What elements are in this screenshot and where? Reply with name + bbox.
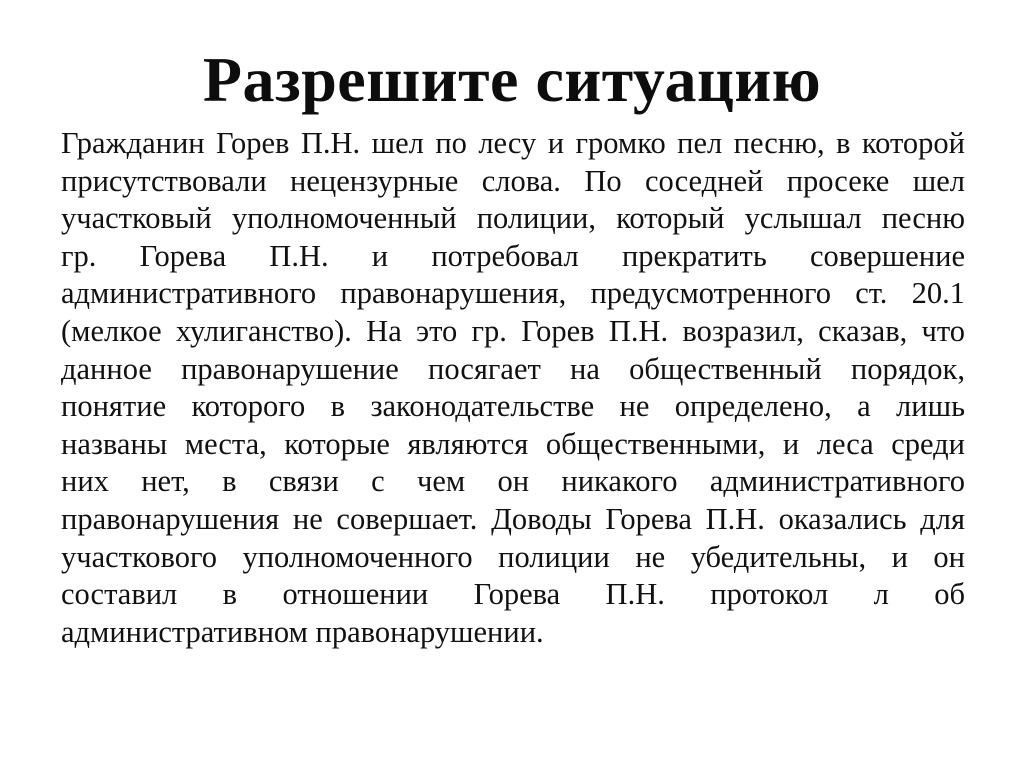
body-line-text: (мелкое хулиганство). На это гр. Горев П.Н. возразил, сказав, что <box>61 313 965 348</box>
body-line <box>61 388 965 426</box>
body-line-text: понятие которого в законодательстве не определено, а лишь <box>61 389 965 424</box>
body-line <box>61 576 965 614</box>
body-line <box>61 238 965 276</box>
body-line <box>61 275 965 313</box>
body-line <box>61 200 965 238</box>
slide-body-paragraph <box>61 125 965 651</box>
body-line <box>61 163 965 201</box>
body-line-text: гр. Горева П.Н. и потребовал прекратить совершение <box>61 238 965 273</box>
body-line-text: них нет, в связи с чем он никакого административного <box>61 464 965 499</box>
body-line <box>61 125 965 163</box>
body-line-text: административного правонарушения, предусмотренного ст. 20.1 <box>61 276 965 311</box>
body-line <box>61 501 965 539</box>
body-line <box>61 313 965 351</box>
body-line <box>61 426 965 464</box>
body-line-text: участкового уполномоченного полиции не убедительны, и он <box>61 539 965 574</box>
body-line-text: участковый уполномоченный полиции, который услышал песню <box>61 201 965 236</box>
body-line-text: составил в отношении Горева П.Н. протокол л об <box>61 577 965 612</box>
body-line-text: присутствовали нецензурные слова. По соседней просеке шел <box>61 163 965 198</box>
body-line-text: административном правонарушении. <box>61 614 544 649</box>
body-line-text: Гражданин Горев П.Н. шел по лесу и громко пел песню, в которой <box>61 126 965 160</box>
body-line-text: данное правонарушение посягает на общественный порядок, <box>61 351 965 386</box>
body-line <box>61 539 965 577</box>
body-line-last <box>61 614 965 652</box>
body-line-text: правонарушения не совершает. Доводы Горева П.Н. оказались для <box>61 501 965 536</box>
body-line <box>61 351 965 389</box>
body-line <box>61 463 965 501</box>
slide-title: Разрешите ситуацию <box>202 44 822 115</box>
body-line-text: названы места, которые являются общественными, и леса среди <box>61 426 965 461</box>
